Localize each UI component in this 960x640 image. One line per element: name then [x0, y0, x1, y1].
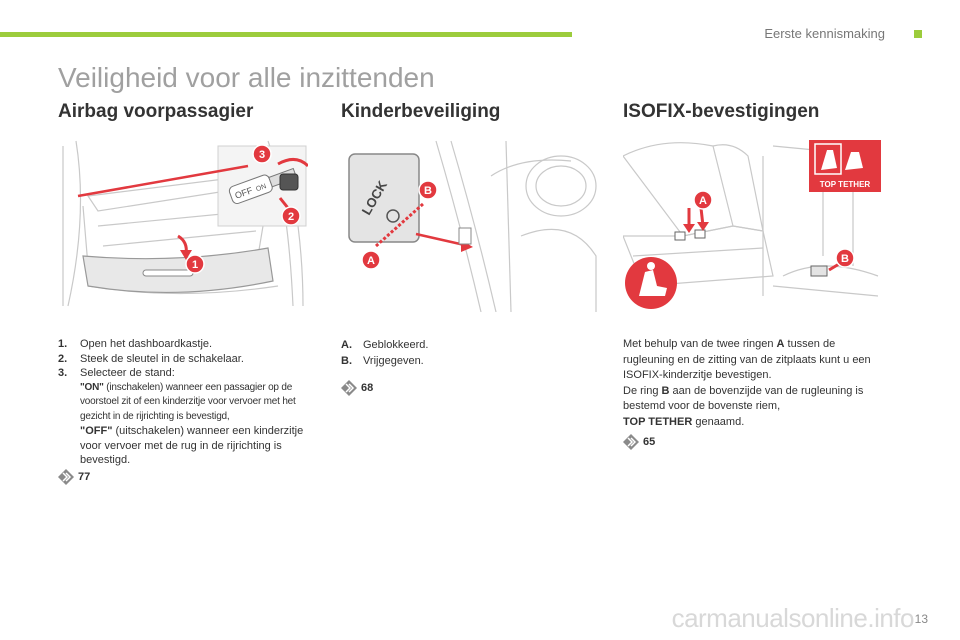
list-item: 2. Steek de sleutel in de schakelaar. — [58, 352, 244, 365]
lock-label: LOCK — [358, 178, 391, 218]
child-lock-illustration — [341, 136, 603, 312]
header-accent-bar — [0, 32, 572, 37]
isofix-page-ref[interactable]: 65 — [623, 434, 655, 450]
airbag-page-ref[interactable]: 77 — [58, 469, 90, 485]
on-option: "ON" (inschakelen) wanneer een passagier op de voorstoel zit of een kinderzitje voor vervoer met het gezicht in de rijrichting is bevestigd, — [80, 381, 296, 422]
page-reference-icon — [58, 469, 74, 485]
page-reference-icon — [341, 380, 357, 396]
chapter-marker — [914, 30, 922, 38]
list-item: A. Geblokkeerd. — [341, 339, 429, 351]
isofix-illustration — [623, 136, 885, 312]
svg-text:3: 3 — [258, 149, 266, 161]
switch-off-label: OFF — [233, 185, 254, 201]
child-lock-page-ref[interactable]: 68 — [341, 380, 373, 396]
callout-1 — [186, 255, 204, 273]
callout-isofix-a — [694, 191, 712, 209]
list-item: 3. Selecteer de stand: "ON" (inschakelen) wanneer een passagier op de voorstoel zit of een kinderzitje voor vervoer met het gezicht in de rijrichting is bevestigd, "OFF" (uitschakelen) wanneer een kinderzitje voor vervoer met de rug in de rijrichting is bevestigd. — [58, 366, 323, 468]
svg-text:1: 1 — [191, 259, 199, 271]
airbag-section-title: Airbag voorpassagier — [58, 101, 254, 122]
isofix-description: Met behulp van de twee ringen A tussen de rugleuning en de zitting van de zitplaats kunt u een ISOFIX-kinderzitje bevestigen. De ring B aan de bovenzijde van de rugleuning is bestemd voor de bovenste riem, TOP TETHER genaamd. — [623, 338, 871, 428]
off-option: "OFF" (uitschakelen) wanneer een kinderzitje voor vervoer met de rug in de rijrichting is bevestigd. — [80, 425, 304, 466]
svg-text:2: 2 — [287, 211, 295, 223]
airbag-switch-illustration — [58, 136, 308, 312]
airbag-steps — [58, 337, 323, 468]
callout-isofix-b — [836, 249, 854, 267]
svg-text:A: A — [699, 195, 707, 207]
isofix-child-seat-icon — [625, 257, 677, 309]
svg-text:B: B — [841, 253, 849, 265]
svg-text:TOP TETHER: TOP TETHER — [819, 180, 871, 189]
callout-2 — [282, 207, 300, 225]
list-item: B. Vrijgegeven. — [341, 355, 424, 367]
page-reference-icon — [623, 434, 639, 450]
svg-text:A: A — [367, 255, 375, 267]
page-title: Veiligheid voor alle inzittenden — [58, 62, 435, 93]
callout-3 — [253, 145, 271, 163]
child-lock-section-title: Kinderbeveiliging — [341, 101, 501, 122]
svg-text:B: B — [424, 185, 432, 197]
isofix-section-title: ISOFIX-bevestigingen — [623, 101, 820, 122]
page-number: 13 — [914, 612, 928, 626]
child-lock-items — [341, 337, 591, 369]
top-tether-badge — [809, 140, 881, 192]
list-item: 1. Open het dashboardkastje. — [58, 338, 213, 350]
callout-b — [419, 181, 437, 199]
callout-a — [362, 251, 380, 269]
switch-on-label: ON — [255, 183, 268, 194]
watermark: carmanualsonline.info — [671, 603, 914, 633]
chapter-title: Eerste kennismaking — [764, 26, 885, 41]
